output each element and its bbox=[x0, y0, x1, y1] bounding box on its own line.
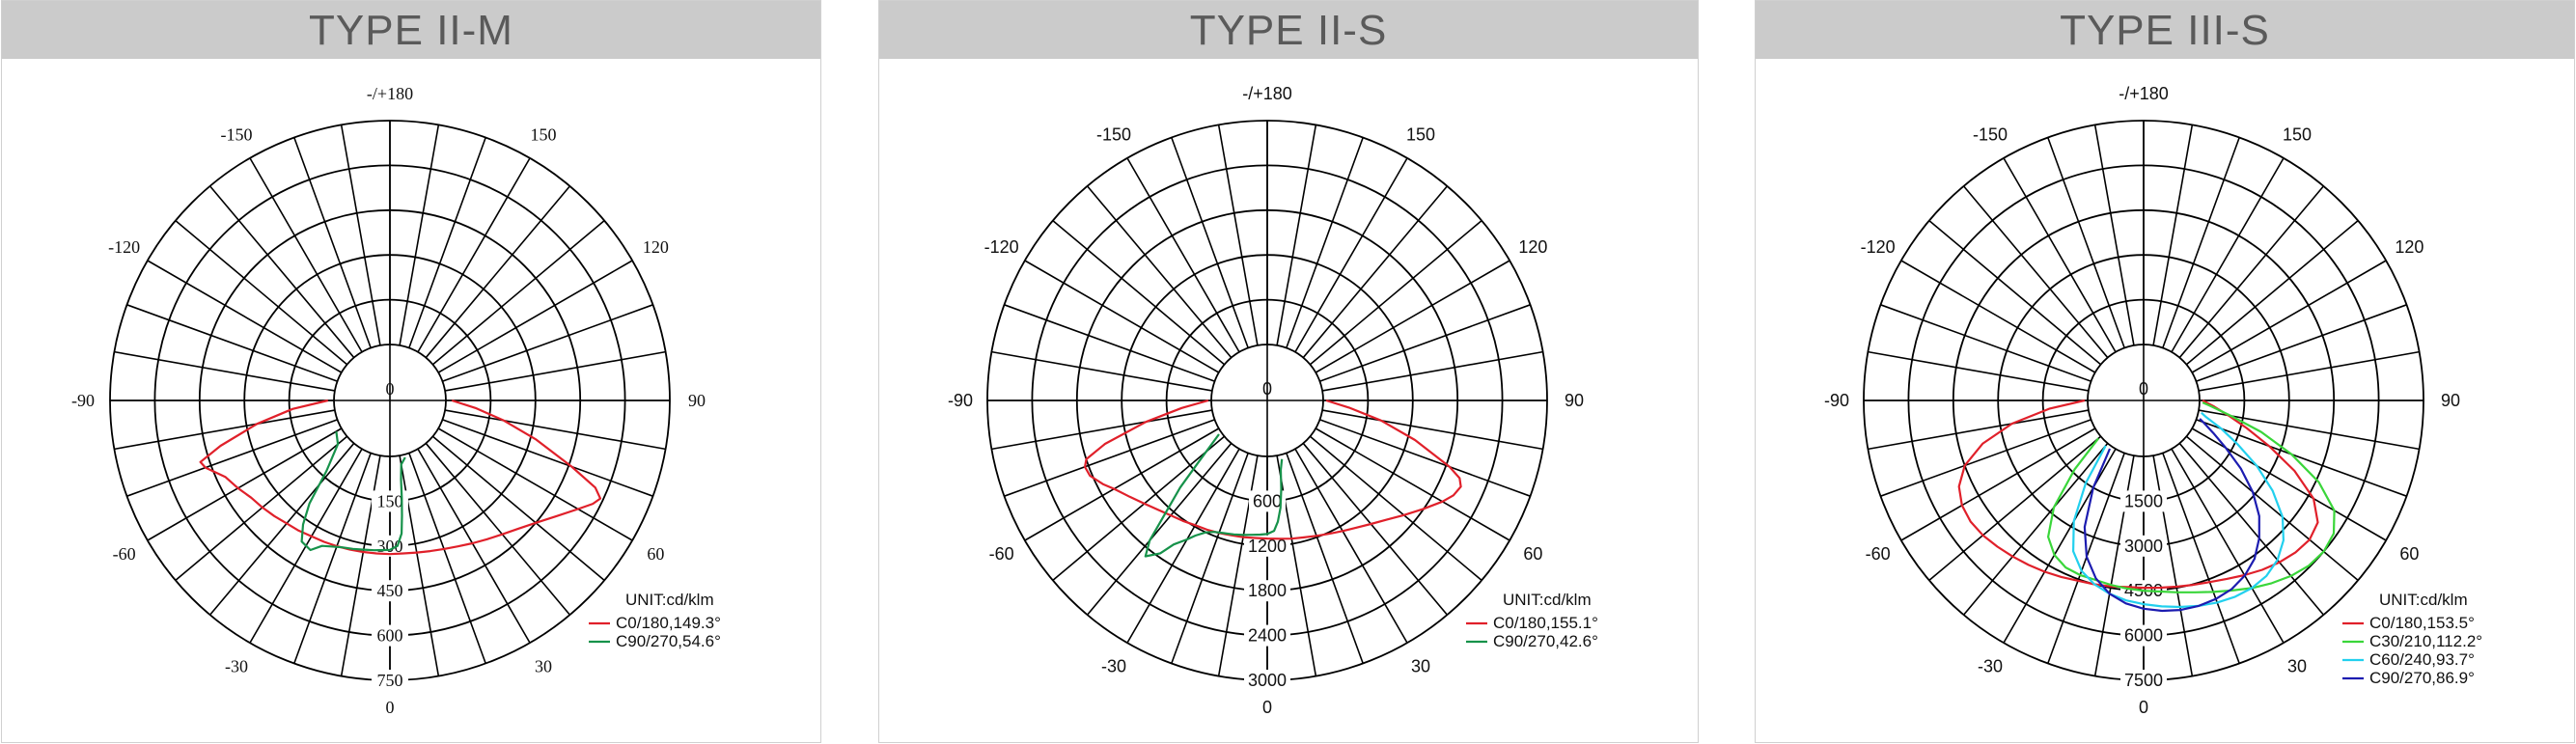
grid-spoke bbox=[1868, 352, 2088, 391]
grid-spoke bbox=[2197, 420, 2407, 496]
radial-tick-label: 1800 bbox=[1247, 581, 1288, 601]
angle-label: -120 bbox=[108, 237, 141, 257]
grid-spoke bbox=[1320, 305, 1531, 381]
grid-spoke bbox=[1004, 305, 1214, 381]
grid-spoke bbox=[409, 137, 485, 347]
grid-spoke bbox=[400, 124, 438, 344]
angle-label: 150 bbox=[530, 124, 557, 145]
grid-spoke bbox=[2163, 454, 2239, 664]
grid-spoke bbox=[1322, 410, 1542, 449]
angle-label: 60 bbox=[647, 544, 665, 564]
grid-spoke bbox=[1172, 137, 1248, 347]
grid-spoke bbox=[991, 352, 1211, 391]
legend-entry: C60/240,93.7° bbox=[2369, 650, 2475, 669]
grid-spoke bbox=[2197, 305, 2407, 381]
angle-label: 90 bbox=[1564, 391, 1585, 410]
grid-spoke bbox=[1929, 221, 2101, 365]
grid-spoke bbox=[126, 420, 337, 496]
angle-label: 150 bbox=[2282, 124, 2313, 145]
angle-label: -60 bbox=[988, 544, 1014, 564]
radial-tick-label: 1200 bbox=[1247, 536, 1288, 556]
legend-entry: C0/180,153.5° bbox=[2369, 614, 2475, 632]
radial-tick-label: 3000 bbox=[1247, 671, 1288, 690]
radial-tick-label: 3000 bbox=[2123, 536, 2164, 556]
grid-spoke bbox=[2179, 186, 2323, 358]
grid-spoke bbox=[1277, 124, 1316, 344]
grid-spoke bbox=[1303, 186, 1447, 358]
unit-label: UNIT:cd/klm bbox=[625, 591, 714, 609]
series-curve-1 bbox=[1085, 400, 1461, 538]
angle-label: -/+180 bbox=[366, 84, 414, 103]
grid-spoke bbox=[1287, 137, 1363, 347]
grid-spoke bbox=[445, 410, 665, 449]
angle-label: 60 bbox=[2399, 544, 2420, 564]
angle-label: -90 bbox=[947, 391, 974, 410]
angle-label: -60 bbox=[112, 544, 136, 564]
angle-label: 0 bbox=[1261, 698, 1273, 717]
grid-spoke bbox=[176, 436, 347, 580]
grid-spoke bbox=[991, 410, 1211, 449]
angle-label: -30 bbox=[225, 656, 248, 676]
grid-spoke bbox=[210, 443, 354, 615]
grid-spoke bbox=[443, 305, 653, 381]
angle-label: -/+180 bbox=[2119, 84, 2169, 103]
radial-tick-label: 0 bbox=[2138, 379, 2149, 399]
radial-tick-label: 600 bbox=[1252, 491, 1283, 511]
grid-spoke bbox=[2199, 352, 2419, 391]
grid-spoke bbox=[1964, 443, 2108, 615]
angle-label: 120 bbox=[1518, 237, 1548, 257]
angle-label: 120 bbox=[2395, 237, 2424, 257]
angle-label: -90 bbox=[71, 391, 95, 410]
radial-tick-label: 0 bbox=[1261, 379, 1273, 399]
radial-tick-label: 1500 bbox=[2123, 491, 2164, 511]
polar-chart-2 bbox=[879, 59, 1700, 744]
grid-spoke bbox=[176, 221, 347, 365]
angle-label: -/+180 bbox=[1242, 84, 1292, 103]
polar-chart-1 bbox=[2, 59, 822, 744]
angle-label: 30 bbox=[1410, 656, 1431, 676]
polar-chart-panel-2 bbox=[878, 0, 1699, 743]
angle-label: 90 bbox=[688, 391, 706, 410]
chart-title-1: TYPE II-M bbox=[2, 1, 820, 59]
angle-label: -60 bbox=[1865, 544, 1891, 564]
radial-tick-label: 2400 bbox=[1247, 625, 1288, 646]
grid-spoke bbox=[432, 221, 604, 365]
radial-tick-label: 4500 bbox=[2123, 581, 2164, 601]
grid-spoke bbox=[2153, 124, 2192, 344]
grid-spoke bbox=[1964, 186, 2108, 358]
polar-chart-panel-1 bbox=[1, 0, 821, 743]
grid-spoke bbox=[1303, 443, 1447, 615]
grid-spoke bbox=[114, 352, 334, 391]
grid-spoke bbox=[2048, 137, 2124, 347]
angle-label: 0 bbox=[385, 698, 395, 717]
grid-spoke bbox=[1287, 454, 1363, 664]
legend-entry: C0/180,149.3° bbox=[616, 614, 721, 632]
angle-label: -120 bbox=[1860, 237, 1896, 257]
grid-spoke bbox=[1088, 443, 1232, 615]
unit-label: UNIT:cd/klm bbox=[2379, 591, 2468, 609]
grid-spoke bbox=[1053, 221, 1225, 365]
unit-label: UNIT:cd/klm bbox=[1503, 591, 1592, 609]
grid-spoke bbox=[1880, 305, 2091, 381]
angle-label: 120 bbox=[642, 237, 669, 257]
grid-spoke bbox=[426, 186, 569, 358]
angle-label: -30 bbox=[1977, 656, 2004, 676]
grid-spoke bbox=[1088, 186, 1232, 358]
radial-tick-label: 6000 bbox=[2123, 625, 2164, 646]
grid-spoke bbox=[1880, 420, 2091, 496]
angle-label: -120 bbox=[983, 237, 1019, 257]
angle-label: -30 bbox=[1100, 656, 1127, 676]
grid-spoke bbox=[1868, 410, 2088, 449]
angle-label: 0 bbox=[2138, 698, 2149, 717]
grid-spoke bbox=[1219, 124, 1258, 344]
polar-chart-panel-3 bbox=[1755, 0, 2575, 743]
legend-entry: C90/270,54.6° bbox=[616, 632, 721, 650]
angle-label: 30 bbox=[535, 656, 552, 676]
radial-tick-label: 7500 bbox=[2123, 671, 2164, 690]
grid-spoke bbox=[1322, 352, 1542, 391]
angle-label: -150 bbox=[1095, 124, 1132, 145]
legend-entry: C0/180,155.1° bbox=[1493, 614, 1598, 632]
angle-label: 150 bbox=[1405, 124, 1436, 145]
legend-entry: C30/210,112.2° bbox=[2369, 632, 2483, 650]
grid-spoke bbox=[294, 454, 371, 664]
grid-spoke bbox=[2163, 137, 2239, 347]
grid-spoke bbox=[210, 186, 354, 358]
grid-spoke bbox=[1053, 436, 1225, 580]
angle-label: -150 bbox=[220, 124, 253, 145]
radial-tick-label: 0 bbox=[385, 379, 395, 399]
grid-spoke bbox=[342, 124, 380, 344]
grid-spoke bbox=[443, 420, 653, 496]
grid-spoke bbox=[426, 443, 569, 615]
legend-entry: C90/270,42.6° bbox=[1493, 632, 1598, 650]
grid-spoke bbox=[294, 137, 371, 347]
grid-spoke bbox=[409, 454, 485, 664]
grid-spoke bbox=[1310, 436, 1482, 580]
chart-title-2: TYPE II-S bbox=[879, 1, 1698, 59]
legend-entry: C90/270,86.9° bbox=[2369, 669, 2475, 687]
grid-spoke bbox=[2186, 221, 2358, 365]
radial-tick-label: 750 bbox=[376, 671, 403, 690]
radial-tick-label: 600 bbox=[376, 625, 403, 646]
grid-spoke bbox=[2095, 124, 2134, 344]
angle-label: 30 bbox=[2286, 656, 2308, 676]
angle-label: 60 bbox=[1523, 544, 1543, 564]
grid-spoke bbox=[126, 305, 337, 381]
grid-spoke bbox=[1310, 221, 1482, 365]
grid-spoke bbox=[445, 352, 665, 391]
angle-label: -90 bbox=[1823, 391, 1850, 410]
angle-label: 90 bbox=[2440, 391, 2461, 410]
radial-tick-label: 300 bbox=[376, 536, 403, 556]
polar-chart-3 bbox=[1756, 59, 2576, 744]
chart-title-3: TYPE III-S bbox=[1756, 1, 2574, 59]
angle-label: -150 bbox=[1972, 124, 2008, 145]
radial-tick-label: 450 bbox=[376, 581, 403, 601]
grid-spoke bbox=[1320, 420, 1531, 496]
radial-tick-label: 150 bbox=[376, 491, 403, 511]
